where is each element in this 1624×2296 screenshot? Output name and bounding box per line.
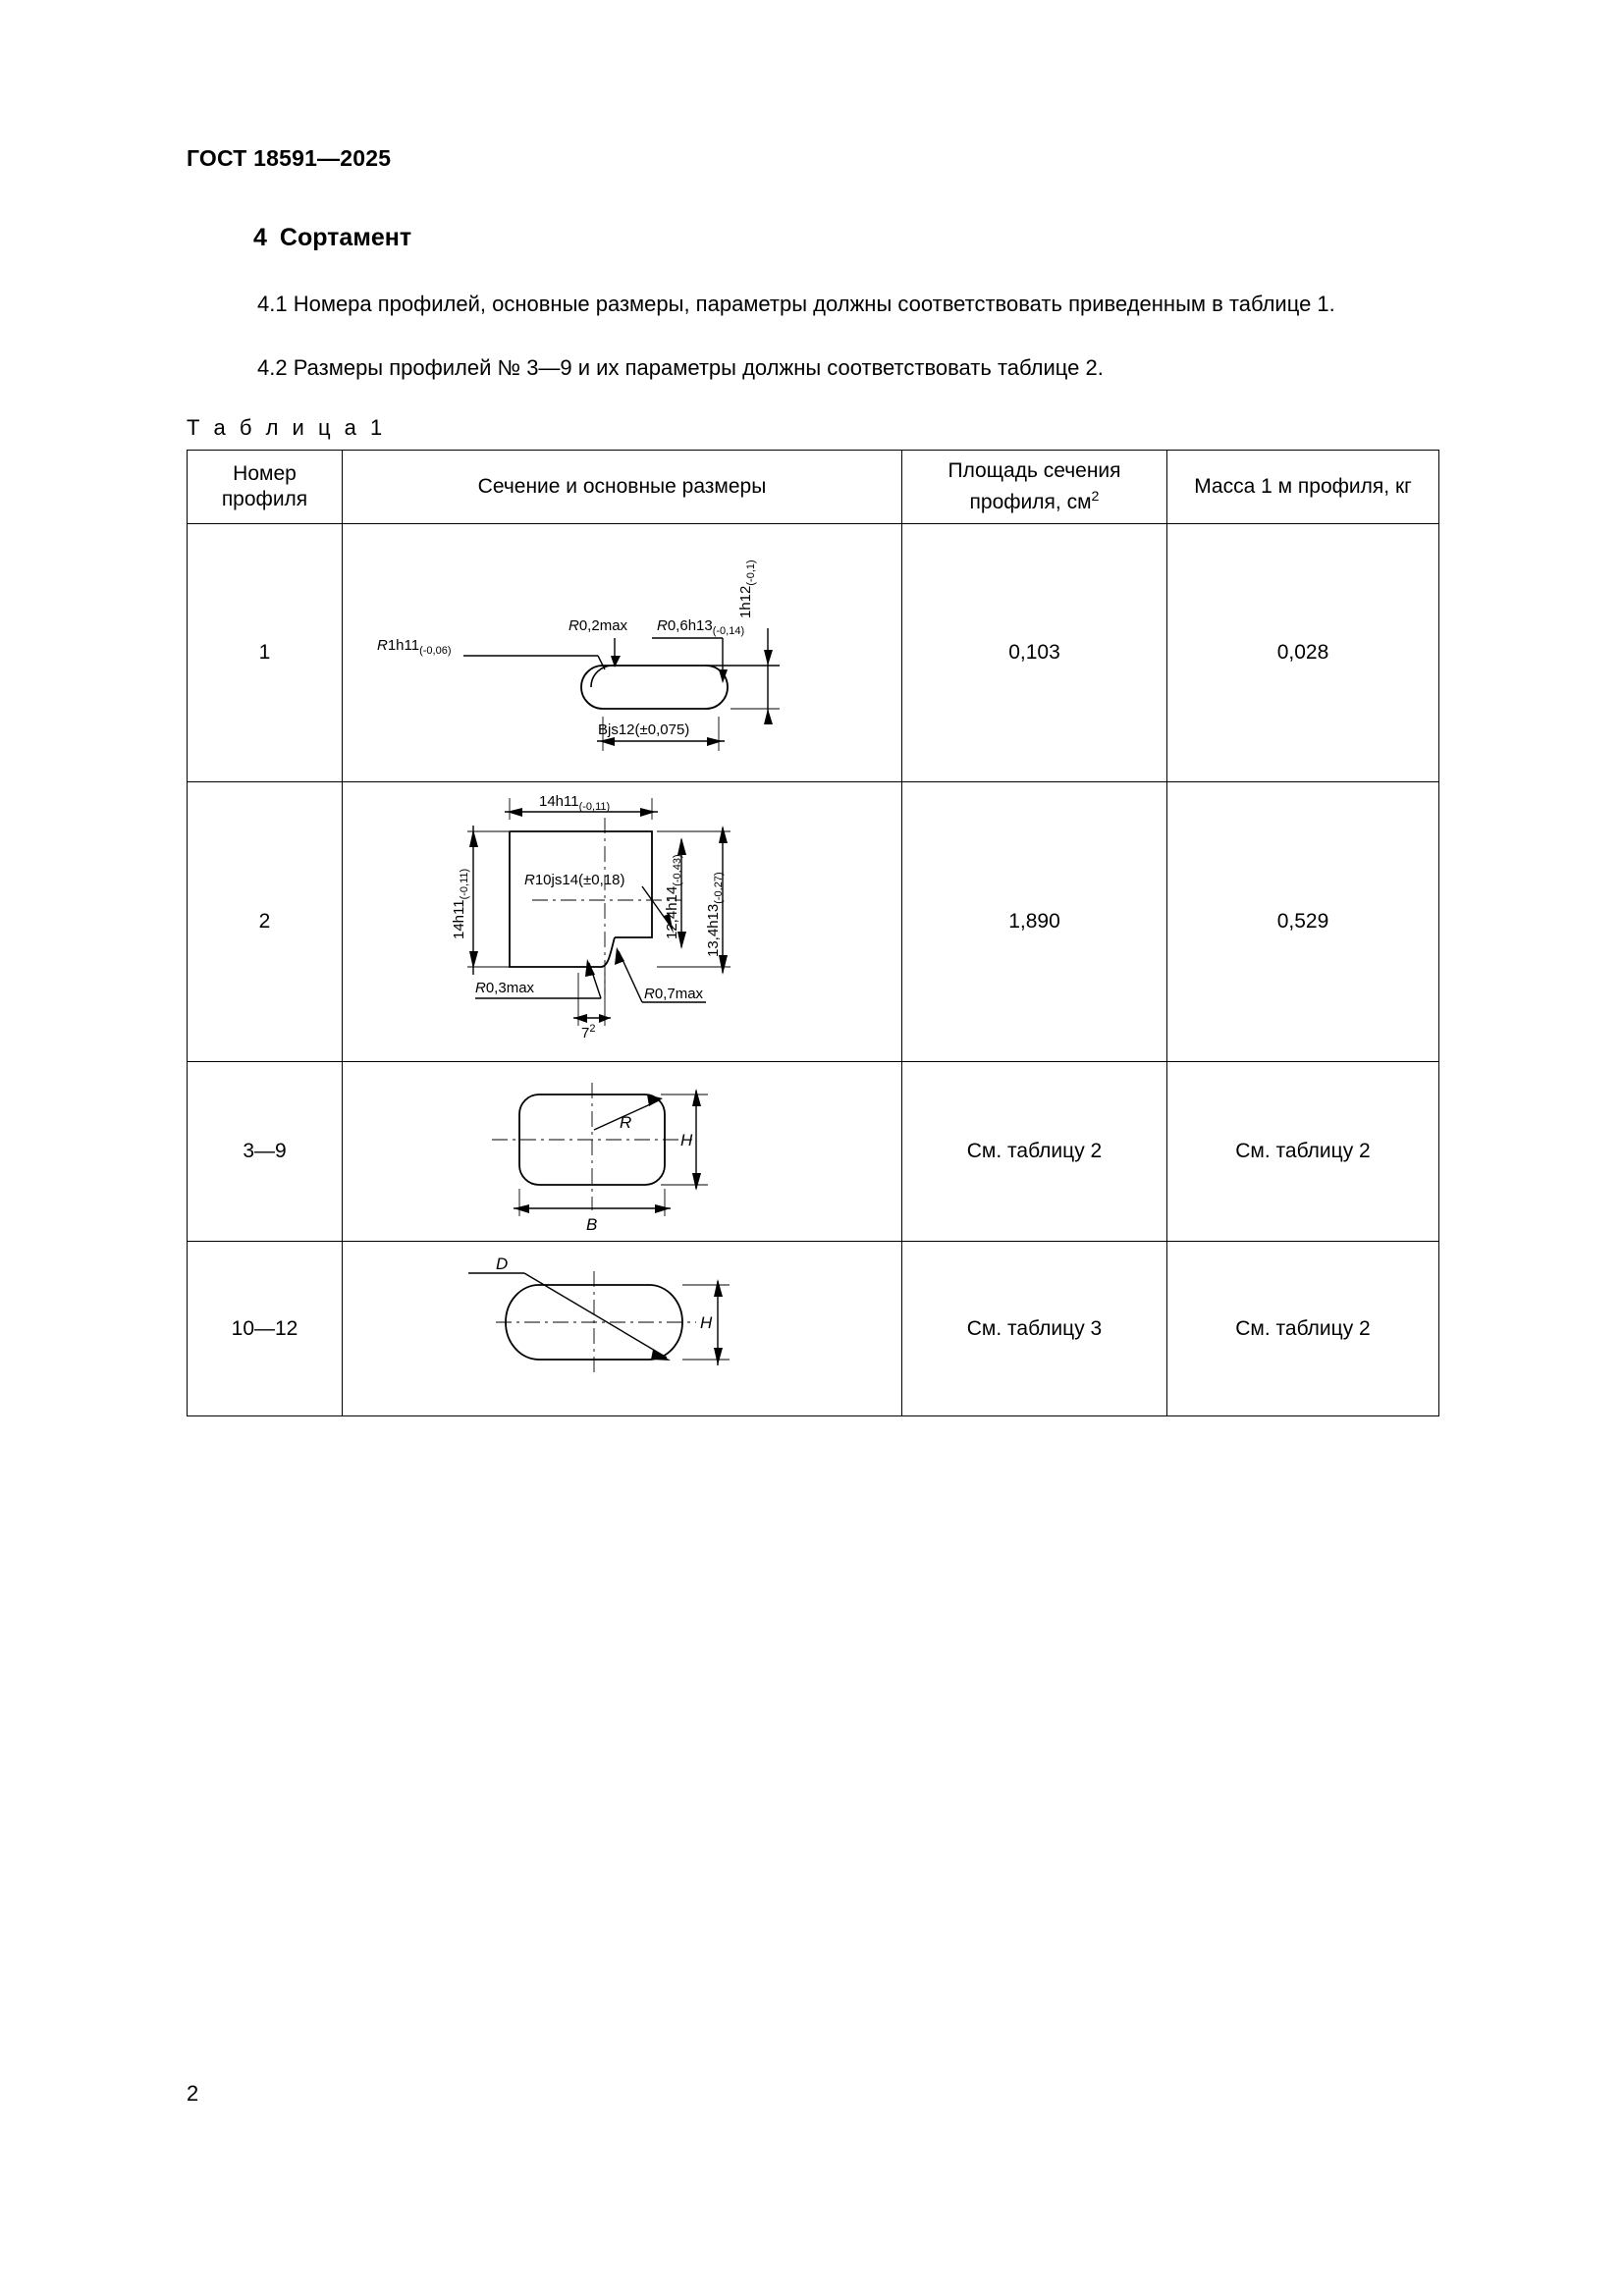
- figure-10-12-drawing: [402, 1255, 843, 1403]
- label-dim-134: $13,4h13_{(-0,27)}$: [704, 872, 725, 957]
- section-heading: [253, 224, 411, 252]
- header-profile-number-line1: Номер: [233, 462, 297, 485]
- cell-figure: [343, 1242, 902, 1416]
- header-profile-number: [188, 451, 343, 524]
- label-dim-124: $12,4h14_{(-0,43)}$: [663, 854, 683, 939]
- label-width: B: [585, 1215, 597, 1230]
- figure-profile-2: [344, 783, 900, 1060]
- header-area-line2: [906, 484, 1163, 515]
- label-r06h13: $R0,6h13_{(-0,14)}$: [656, 617, 744, 637]
- header-profile-number-line2: профиля: [221, 488, 308, 510]
- label-height: H: [679, 1131, 692, 1149]
- table-caption: Т а б л и ц а 1: [187, 415, 387, 440]
- cell-profile-number: 1: [188, 524, 343, 782]
- cell-area: См. таблицу 3: [902, 1242, 1167, 1416]
- cell-area: 0,103: [902, 524, 1167, 782]
- label-r10js14: R10js14(±0,18): [523, 872, 624, 888]
- figure-profile-1: [344, 525, 900, 780]
- label-diameter: D: [495, 1255, 508, 1273]
- label-r03max: R0,3max: [474, 980, 534, 996]
- standard-header: ГОСТ 18591—2025: [187, 145, 392, 171]
- cell-figure: [343, 1062, 902, 1242]
- cell-area: 1,890: [902, 782, 1167, 1062]
- paragraph-4-1: 4.1 Номера профилей, основные размеры, параметры должны соответствовать приведенным в таблице 1.: [257, 292, 1335, 316]
- section-title-text: Сортамент: [279, 224, 412, 251]
- table-row: [188, 782, 1439, 1062]
- table-row: [188, 524, 1439, 782]
- cell-mass: 0,028: [1167, 524, 1439, 782]
- label-height: H: [699, 1312, 712, 1332]
- figure-1-drawing: [357, 540, 888, 766]
- label-height-1h12: $1h12_{(-0,1)}$: [736, 560, 757, 618]
- header-mass: Масса 1 м профиля, кг: [1167, 451, 1439, 524]
- figure-3-9-drawing: [402, 1073, 843, 1230]
- cell-profile-number: 3—9: [188, 1062, 343, 1242]
- header-area: [902, 451, 1167, 524]
- cell-figure: [343, 524, 902, 782]
- cell-profile-number: 2: [188, 782, 343, 1062]
- label-bjs12: Bjs12(±0,075): [597, 721, 689, 738]
- section-number: 4: [253, 224, 267, 251]
- header-area-line2-text: профиля, см: [969, 491, 1092, 513]
- label-r1h11: $R1h11_{(-0,06)}$: [376, 637, 452, 657]
- label-left-dim: $14h11_{(-0,11)}$: [450, 868, 470, 939]
- header-area-superscript: 2: [1091, 489, 1100, 505]
- header-area-line1: Площадь сечения: [947, 459, 1121, 482]
- table-row: [188, 1242, 1439, 1416]
- figure-profile-10-12: [344, 1243, 900, 1415]
- cell-mass: См. таблицу 2: [1167, 1242, 1439, 1416]
- table-row: [188, 1062, 1439, 1242]
- figure-profile-3-9: [344, 1063, 900, 1240]
- page-number: 2: [187, 2081, 199, 2106]
- header-section-sizes: Сечение и основные размеры: [343, 451, 902, 524]
- table-header-row: [188, 451, 1439, 524]
- cell-mass: 0,529: [1167, 782, 1439, 1062]
- sortament-table: [187, 450, 1439, 1416]
- label-top-dim: $14h11_{(-0,11)}$: [538, 793, 610, 813]
- cell-area: См. таблицу 2: [902, 1062, 1167, 1242]
- label-angle: $7^2$: [580, 1023, 595, 1041]
- cell-mass: См. таблицу 2: [1167, 1062, 1439, 1242]
- label-r07max: R0,7max: [643, 986, 703, 1002]
- label-r02max: R0,2max: [568, 617, 627, 634]
- cell-profile-number: 10—12: [188, 1242, 343, 1416]
- figure-2-drawing: [357, 790, 888, 1053]
- label-radius: R: [619, 1113, 631, 1132]
- cell-figure: [343, 782, 902, 1062]
- paragraph-4-2: 4.2 Размеры профилей № 3—9 и их параметры должны соответствовать таблице 2.: [257, 355, 1104, 380]
